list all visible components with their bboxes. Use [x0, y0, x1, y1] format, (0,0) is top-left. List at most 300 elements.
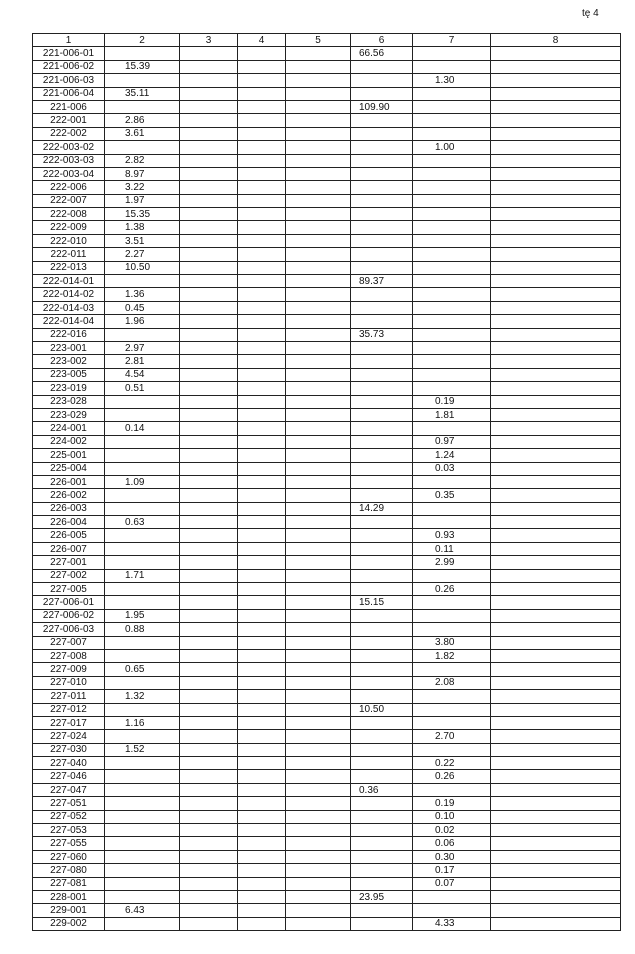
- value-cell-col-8: [491, 181, 621, 194]
- value-cell-col-6: [351, 261, 413, 274]
- value-cell-col-7: [413, 623, 491, 636]
- value-cell-col-5: [286, 435, 351, 448]
- value-cell-col-4: [238, 355, 286, 368]
- value-cell-col-8: [491, 917, 621, 930]
- table-row: [33, 47, 621, 60]
- value-cell-col-2: [105, 542, 180, 555]
- row-code-cell: 227-006-02: [33, 609, 105, 622]
- value-cell-col-2: [105, 783, 180, 796]
- value-cell-col-4: [238, 382, 286, 395]
- row-code-cell: 222-016: [33, 328, 105, 341]
- row-code-cell: 226-005: [33, 529, 105, 542]
- row-code-cell: 227-024: [33, 730, 105, 743]
- value-cell-col-2: [105, 757, 180, 770]
- value-cell-col-8: [491, 154, 621, 167]
- value-cell-col-8: [491, 716, 621, 729]
- value-cell-col-4: [238, 891, 286, 904]
- value-cell-col-7: [413, 100, 491, 113]
- value-cell-col-8: [491, 100, 621, 113]
- value-cell-col-4: [238, 475, 286, 488]
- table-row: [33, 87, 621, 100]
- value-cell-col-8: [491, 355, 621, 368]
- row-code-cell: 227-012: [33, 703, 105, 716]
- value-cell-col-5: [286, 462, 351, 475]
- value-cell-col-5: [286, 609, 351, 622]
- value-cell-col-6: [351, 583, 413, 596]
- value-cell-col-2: 1.95: [105, 609, 180, 622]
- value-cell-col-6: [351, 141, 413, 154]
- value-cell-col-3: [180, 100, 238, 113]
- value-cell-col-6: [351, 341, 413, 354]
- value-cell-col-6: [351, 315, 413, 328]
- value-cell-col-8: [491, 87, 621, 100]
- value-cell-col-7: 3.80: [413, 636, 491, 649]
- table-row: [33, 462, 621, 475]
- value-cell-col-8: [491, 649, 621, 662]
- row-code-cell: 222-006: [33, 181, 105, 194]
- value-cell-col-2: [105, 529, 180, 542]
- value-cell-col-3: [180, 489, 238, 502]
- table-row: [33, 770, 621, 783]
- value-cell-col-4: [238, 730, 286, 743]
- value-cell-col-2: [105, 100, 180, 113]
- row-code-cell: 229-001: [33, 904, 105, 917]
- value-cell-col-6: 15.15: [351, 596, 413, 609]
- value-cell-col-3: [180, 596, 238, 609]
- value-cell-col-2: 4.54: [105, 368, 180, 381]
- value-cell-col-5: [286, 114, 351, 127]
- value-cell-col-2: 0.14: [105, 422, 180, 435]
- column-header-5: 5: [286, 34, 351, 47]
- value-cell-col-8: [491, 797, 621, 810]
- value-cell-col-2: [105, 837, 180, 850]
- value-cell-col-6: [351, 649, 413, 662]
- value-cell-col-2: 1.97: [105, 194, 180, 207]
- value-cell-col-3: [180, 248, 238, 261]
- value-cell-col-7: [413, 609, 491, 622]
- table-row: [33, 489, 621, 502]
- value-cell-col-5: [286, 248, 351, 261]
- value-cell-col-7: [413, 690, 491, 703]
- value-cell-col-4: [238, 703, 286, 716]
- value-cell-col-7: [413, 47, 491, 60]
- value-cell-col-8: [491, 609, 621, 622]
- table-row: [33, 864, 621, 877]
- row-code-cell: 223-029: [33, 408, 105, 421]
- value-cell-col-3: [180, 703, 238, 716]
- value-cell-col-7: [413, 328, 491, 341]
- value-cell-col-6: [351, 556, 413, 569]
- table-row: [33, 649, 621, 662]
- row-code-cell: 226-003: [33, 502, 105, 515]
- value-cell-col-4: [238, 261, 286, 274]
- value-cell-col-3: [180, 315, 238, 328]
- value-cell-col-4: [238, 87, 286, 100]
- value-cell-col-7: 1.30: [413, 74, 491, 87]
- value-cell-col-5: [286, 743, 351, 756]
- value-cell-col-8: [491, 623, 621, 636]
- value-cell-col-4: [238, 716, 286, 729]
- table-row: [33, 690, 621, 703]
- value-cell-col-4: [238, 194, 286, 207]
- value-cell-col-5: [286, 275, 351, 288]
- value-cell-col-2: 6.43: [105, 904, 180, 917]
- value-cell-col-2: [105, 435, 180, 448]
- value-cell-col-3: [180, 824, 238, 837]
- table-row: [33, 542, 621, 555]
- table-row: [33, 730, 621, 743]
- value-cell-col-8: [491, 368, 621, 381]
- header-row: [33, 34, 621, 47]
- value-cell-col-3: [180, 917, 238, 930]
- value-cell-col-5: [286, 355, 351, 368]
- value-cell-col-5: [286, 904, 351, 917]
- value-cell-col-6: 35.73: [351, 328, 413, 341]
- table-row: [33, 315, 621, 328]
- value-cell-col-8: [491, 74, 621, 87]
- row-code-cell: 222-011: [33, 248, 105, 261]
- value-cell-col-3: [180, 154, 238, 167]
- value-cell-col-7: [413, 301, 491, 314]
- value-cell-col-2: [105, 649, 180, 662]
- table-row: [33, 100, 621, 113]
- value-cell-col-5: [286, 315, 351, 328]
- table-body: [33, 47, 621, 931]
- value-cell-col-4: [238, 208, 286, 221]
- value-cell-col-6: [351, 114, 413, 127]
- value-cell-col-2: [105, 797, 180, 810]
- value-cell-col-6: [351, 248, 413, 261]
- row-code-cell: 222-008: [33, 208, 105, 221]
- value-cell-col-6: [351, 127, 413, 140]
- value-cell-col-4: [238, 770, 286, 783]
- value-cell-col-3: [180, 837, 238, 850]
- value-cell-col-7: [413, 181, 491, 194]
- value-cell-col-6: [351, 770, 413, 783]
- table-row: [33, 141, 621, 154]
- value-cell-col-8: [491, 462, 621, 475]
- value-cell-col-6: [351, 797, 413, 810]
- value-cell-col-5: [286, 623, 351, 636]
- value-cell-col-4: [238, 529, 286, 542]
- value-cell-col-2: 15.39: [105, 60, 180, 73]
- value-cell-col-6: [351, 154, 413, 167]
- table-row: [33, 636, 621, 649]
- value-cell-col-5: [286, 917, 351, 930]
- value-cell-col-2: 3.51: [105, 234, 180, 247]
- row-code-cell: 227-053: [33, 824, 105, 837]
- row-code-cell: 222-003-02: [33, 141, 105, 154]
- value-cell-col-7: 2.99: [413, 556, 491, 569]
- value-cell-col-4: [238, 824, 286, 837]
- value-cell-col-6: [351, 462, 413, 475]
- value-cell-col-2: 0.88: [105, 623, 180, 636]
- value-cell-col-3: [180, 395, 238, 408]
- page-label: tę 4: [582, 8, 599, 19]
- value-cell-col-5: [286, 395, 351, 408]
- row-code-cell: 227-002: [33, 569, 105, 582]
- value-cell-col-8: [491, 676, 621, 689]
- value-cell-col-5: [286, 502, 351, 515]
- value-cell-col-8: [491, 569, 621, 582]
- table-row: [33, 181, 621, 194]
- value-cell-col-2: [105, 676, 180, 689]
- value-cell-col-5: [286, 636, 351, 649]
- value-cell-col-8: [491, 275, 621, 288]
- value-cell-col-6: [351, 690, 413, 703]
- value-cell-col-4: [238, 301, 286, 314]
- value-cell-col-3: [180, 649, 238, 662]
- row-code-cell: 226-007: [33, 542, 105, 555]
- row-code-cell: 223-019: [33, 382, 105, 395]
- table-row: [33, 449, 621, 462]
- value-cell-col-7: [413, 596, 491, 609]
- value-cell-col-7: [413, 154, 491, 167]
- value-cell-col-3: [180, 328, 238, 341]
- value-cell-col-7: 0.93: [413, 529, 491, 542]
- row-code-cell: 222-014-03: [33, 301, 105, 314]
- row-code-cell: 223-005: [33, 368, 105, 381]
- table-row: [33, 824, 621, 837]
- row-code-cell: 227-030: [33, 743, 105, 756]
- value-cell-col-5: [286, 529, 351, 542]
- value-cell-col-7: [413, 114, 491, 127]
- value-cell-col-3: [180, 47, 238, 60]
- value-cell-col-8: [491, 529, 621, 542]
- value-cell-col-7: 1.00: [413, 141, 491, 154]
- value-cell-col-8: [491, 663, 621, 676]
- value-cell-col-4: [238, 649, 286, 662]
- value-cell-col-4: [238, 904, 286, 917]
- row-code-cell: 223-001: [33, 341, 105, 354]
- table-row: [33, 676, 621, 689]
- value-cell-col-2: 0.45: [105, 301, 180, 314]
- value-cell-col-7: 0.07: [413, 877, 491, 890]
- value-cell-col-6: [351, 529, 413, 542]
- value-cell-col-2: 0.65: [105, 663, 180, 676]
- column-header-3: 3: [180, 34, 238, 47]
- value-cell-col-2: [105, 583, 180, 596]
- value-cell-col-5: [286, 690, 351, 703]
- value-cell-col-6: [351, 676, 413, 689]
- table-row: [33, 556, 621, 569]
- value-cell-col-5: [286, 141, 351, 154]
- value-cell-col-3: [180, 502, 238, 515]
- value-cell-col-5: [286, 516, 351, 529]
- value-cell-col-2: 10.50: [105, 261, 180, 274]
- value-cell-col-3: [180, 355, 238, 368]
- value-cell-col-8: [491, 288, 621, 301]
- value-cell-col-6: 14.29: [351, 502, 413, 515]
- table-row: [33, 623, 621, 636]
- table-row: [33, 475, 621, 488]
- value-cell-col-3: [180, 623, 238, 636]
- table-row: [33, 797, 621, 810]
- value-cell-col-3: [180, 167, 238, 180]
- table-row: [33, 408, 621, 421]
- value-cell-col-7: [413, 341, 491, 354]
- table-row: [33, 221, 621, 234]
- value-cell-col-4: [238, 395, 286, 408]
- value-cell-col-8: [491, 770, 621, 783]
- value-cell-col-2: 0.51: [105, 382, 180, 395]
- value-cell-col-4: [238, 596, 286, 609]
- value-cell-col-5: [286, 864, 351, 877]
- value-cell-col-4: [238, 636, 286, 649]
- value-cell-col-8: [491, 542, 621, 555]
- value-cell-col-7: [413, 663, 491, 676]
- value-cell-col-6: [351, 221, 413, 234]
- value-cell-col-2: [105, 810, 180, 823]
- value-cell-col-4: [238, 248, 286, 261]
- value-cell-col-2: [105, 502, 180, 515]
- value-cell-col-8: [491, 234, 621, 247]
- value-cell-col-2: [105, 636, 180, 649]
- value-cell-col-5: [286, 422, 351, 435]
- value-cell-col-3: [180, 770, 238, 783]
- row-code-cell: 226-004: [33, 516, 105, 529]
- value-cell-col-4: [238, 810, 286, 823]
- value-cell-col-7: [413, 194, 491, 207]
- value-cell-col-8: [491, 475, 621, 488]
- value-cell-col-7: [413, 891, 491, 904]
- row-code-cell: 226-001: [33, 475, 105, 488]
- value-cell-col-2: 8.97: [105, 167, 180, 180]
- value-cell-col-8: [491, 783, 621, 796]
- row-code-cell: 222-009: [33, 221, 105, 234]
- row-code-cell: 221-006-04: [33, 87, 105, 100]
- value-cell-col-6: 23.95: [351, 891, 413, 904]
- table-row: [33, 837, 621, 850]
- value-cell-col-8: [491, 114, 621, 127]
- value-cell-col-3: [180, 663, 238, 676]
- value-cell-col-3: [180, 435, 238, 448]
- value-cell-col-5: [286, 475, 351, 488]
- value-cell-col-3: [180, 864, 238, 877]
- value-cell-col-4: [238, 783, 286, 796]
- value-cell-col-7: 0.06: [413, 837, 491, 850]
- value-cell-col-7: [413, 743, 491, 756]
- value-cell-col-8: [491, 904, 621, 917]
- value-cell-col-3: [180, 74, 238, 87]
- value-cell-col-6: [351, 74, 413, 87]
- value-cell-col-2: 1.36: [105, 288, 180, 301]
- table-row: [33, 569, 621, 582]
- value-cell-col-2: [105, 275, 180, 288]
- value-cell-col-5: [286, 770, 351, 783]
- row-code-cell: 227-006-01: [33, 596, 105, 609]
- row-code-cell: 222-010: [33, 234, 105, 247]
- value-cell-col-2: [105, 395, 180, 408]
- value-cell-col-5: [286, 757, 351, 770]
- value-cell-col-8: [491, 877, 621, 890]
- value-cell-col-6: [351, 609, 413, 622]
- value-cell-col-4: [238, 181, 286, 194]
- value-cell-col-7: 0.30: [413, 850, 491, 863]
- value-cell-col-4: [238, 502, 286, 515]
- value-cell-col-7: [413, 315, 491, 328]
- row-code-cell: 227-006-03: [33, 623, 105, 636]
- value-cell-col-3: [180, 141, 238, 154]
- value-cell-col-2: [105, 877, 180, 890]
- value-cell-col-3: [180, 288, 238, 301]
- value-cell-col-7: 0.97: [413, 435, 491, 448]
- value-cell-col-7: 1.81: [413, 408, 491, 421]
- row-code-cell: 222-014-01: [33, 275, 105, 288]
- value-cell-col-8: [491, 810, 621, 823]
- table-row: [33, 435, 621, 448]
- value-cell-col-4: [238, 583, 286, 596]
- value-cell-col-7: [413, 355, 491, 368]
- value-cell-col-6: [351, 542, 413, 555]
- value-cell-col-3: [180, 87, 238, 100]
- value-cell-col-5: [286, 596, 351, 609]
- value-cell-col-5: [286, 368, 351, 381]
- value-cell-col-2: 0.63: [105, 516, 180, 529]
- value-cell-col-6: [351, 449, 413, 462]
- value-cell-col-7: [413, 516, 491, 529]
- table-row: [33, 194, 621, 207]
- value-cell-col-3: [180, 475, 238, 488]
- table-row: [33, 502, 621, 515]
- value-cell-col-6: [351, 408, 413, 421]
- value-cell-col-4: [238, 315, 286, 328]
- value-cell-col-2: [105, 489, 180, 502]
- row-code-cell: 227-007: [33, 636, 105, 649]
- value-cell-col-4: [238, 757, 286, 770]
- value-cell-col-5: [286, 60, 351, 73]
- row-code-cell: 226-002: [33, 489, 105, 502]
- value-cell-col-4: [238, 690, 286, 703]
- value-cell-col-8: [491, 435, 621, 448]
- value-cell-col-6: [351, 208, 413, 221]
- value-cell-col-7: [413, 502, 491, 515]
- value-cell-col-3: [180, 810, 238, 823]
- value-cell-col-5: [286, 489, 351, 502]
- value-cell-col-8: [491, 261, 621, 274]
- value-cell-col-4: [238, 676, 286, 689]
- value-cell-col-5: [286, 649, 351, 662]
- value-cell-col-8: [491, 395, 621, 408]
- row-code-cell: 225-004: [33, 462, 105, 475]
- row-code-cell: 227-081: [33, 877, 105, 890]
- row-code-cell: 222-007: [33, 194, 105, 207]
- value-cell-col-7: [413, 368, 491, 381]
- value-cell-col-3: [180, 449, 238, 462]
- table-row: [33, 783, 621, 796]
- value-cell-col-6: [351, 475, 413, 488]
- value-cell-col-5: [286, 167, 351, 180]
- value-cell-col-6: [351, 663, 413, 676]
- row-code-cell: 227-060: [33, 850, 105, 863]
- value-cell-col-4: [238, 221, 286, 234]
- value-cell-col-4: [238, 556, 286, 569]
- value-cell-col-3: [180, 127, 238, 140]
- value-cell-col-6: [351, 167, 413, 180]
- value-cell-col-7: 0.11: [413, 542, 491, 555]
- value-cell-col-4: [238, 47, 286, 60]
- value-cell-col-5: [286, 716, 351, 729]
- value-cell-col-4: [238, 542, 286, 555]
- value-cell-col-5: [286, 703, 351, 716]
- value-cell-col-8: [491, 757, 621, 770]
- value-cell-col-7: [413, 422, 491, 435]
- value-cell-col-3: [180, 904, 238, 917]
- value-cell-col-4: [238, 877, 286, 890]
- value-cell-col-4: [238, 797, 286, 810]
- value-cell-col-7: [413, 382, 491, 395]
- value-cell-col-5: [286, 87, 351, 100]
